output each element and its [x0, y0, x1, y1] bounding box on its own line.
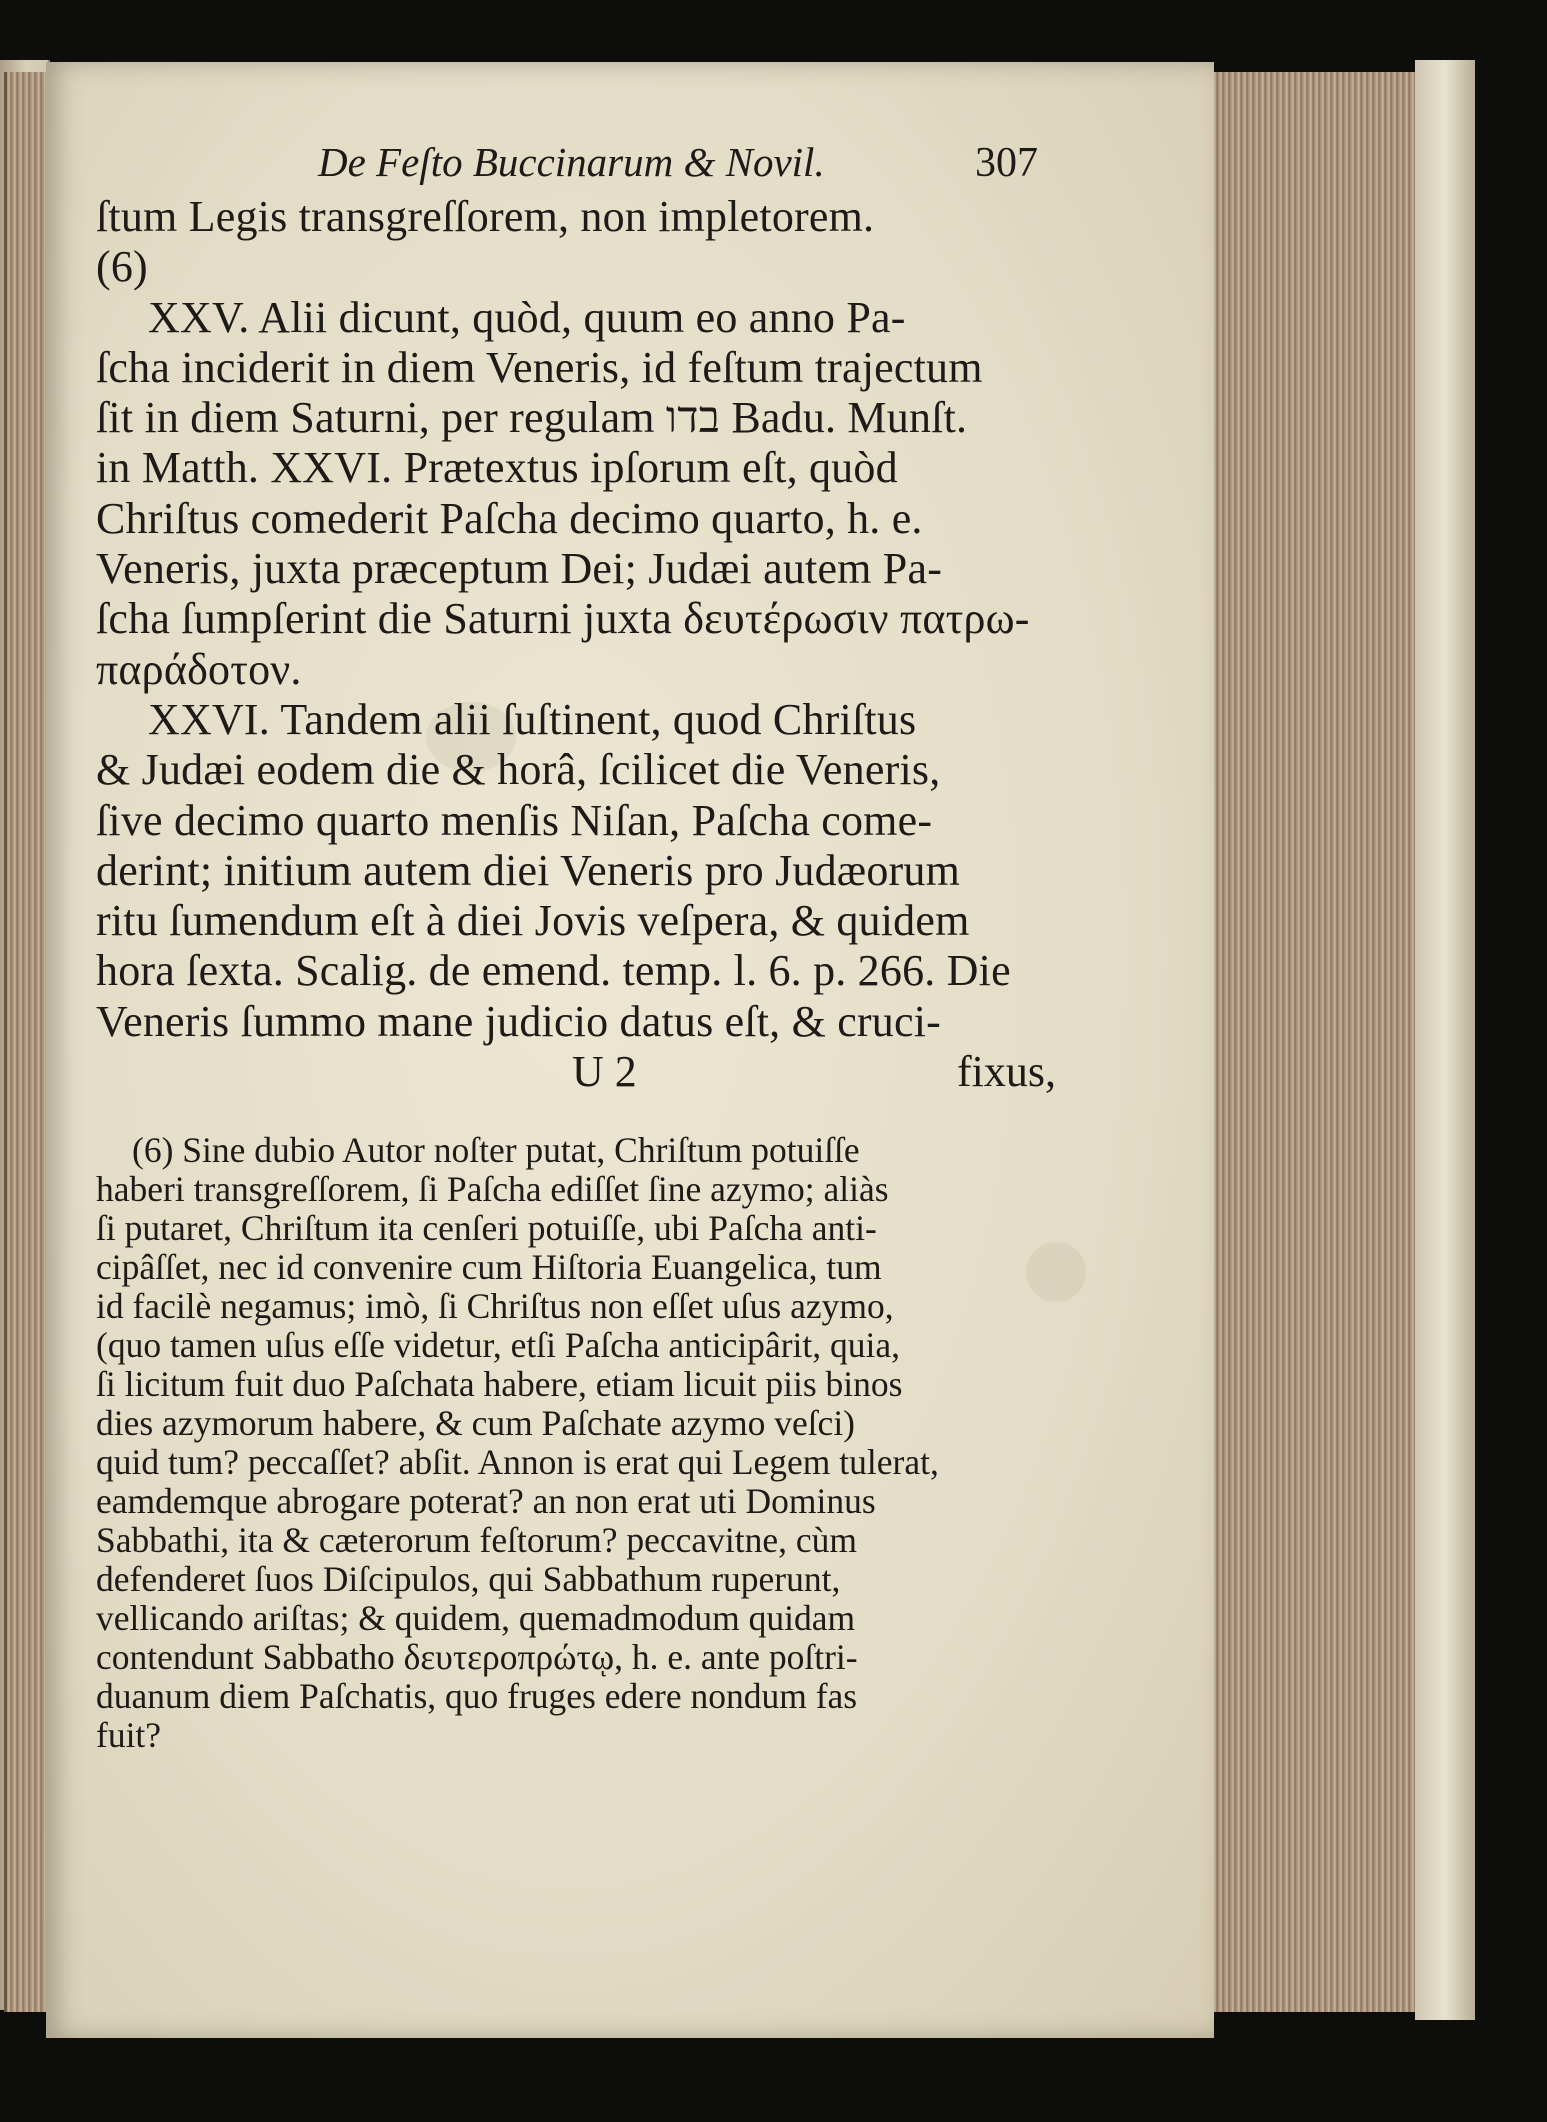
footnote-line: ſi licitum fuit duo Paſchata habere, etiam licuit piis binos	[96, 1364, 903, 1405]
footnote-line: quid tum? peccaſſet? abſit. Annon is erat qui Legem tulerat,	[96, 1442, 939, 1483]
running-header	[96, 138, 1064, 192]
book-cover-edge	[1415, 60, 1475, 2020]
footnote-line: (6) Sine dubio Autor noſter putat, Chriſtum potuiſſe	[132, 1130, 860, 1171]
footnote-line: duanum diem Paſchatis, quo fruges edere nondum fas	[96, 1676, 858, 1717]
page-content	[96, 138, 1064, 1755]
text-line: XXVI. Tandem alii ſuſtinent, quod Chriſtus	[148, 694, 917, 744]
footnote-line: defenderet ſuos Diſcipulos, qui Sabbathum ruperunt,	[96, 1559, 841, 1600]
signature-mark: U 2	[572, 1047, 637, 1097]
running-title: De Feſto Buccinarum & Novil.	[318, 139, 825, 185]
text-line: ritu ſumendum eſt à diei Jovis veſpera, & quidem	[96, 896, 970, 946]
text-line: XXV. Alii dicunt, quòd, quum eo anno Pa-	[148, 292, 906, 342]
footnote-line: id facilè negamus; imò, ſi Chriſtus non eſſet uſus azymo,	[96, 1286, 894, 1327]
text-line: Chriſtus comederit Paſcha decimo quarto, h. e.	[96, 493, 923, 543]
text-line: Veneris ſummo mane judicio datus eſt, & cruci-	[96, 996, 941, 1046]
text-line: ſive decimo quarto menſis Niſan, Paſcha come-	[96, 795, 933, 845]
text-line: in Matth. XXVI. Prætextus ipſorum eſt, quòd	[96, 443, 898, 493]
footnote-line: contendunt Sabbatho δευτεροπρώτῳ, h. e. ante poſtri-	[96, 1637, 858, 1678]
footnote-line: vellicando ariſtas; & quidem, quemadmodum quidam	[96, 1598, 856, 1639]
catchword: fixus,	[957, 1047, 1056, 1097]
text-line: ſtum Legis transgreſſorem, non impletorem.	[96, 192, 875, 241]
footnote-line: haberi transgreſſorem, ſi Paſcha ediſſet ſine azymo; aliàs	[96, 1169, 889, 1210]
footnote-line: dies azymorum habere, & cum Paſchate azymo veſci)	[96, 1403, 856, 1444]
footnote-line: (quo tamen uſus eſſe videtur, etſi Paſcha anticipârit, quia,	[96, 1325, 900, 1366]
page-number: 307	[975, 140, 1038, 186]
main-text	[96, 192, 1064, 1047]
text-line: ſcha inciderit in diem Veneris, id feſtum trajectum	[96, 342, 983, 392]
text-line: hora ſexta. Scalig. de emend. temp. l. 6. p. 266. Die	[96, 946, 1011, 996]
text-line: Veneris, juxta præceptum Dei; Judæi autem Pa-	[96, 544, 943, 594]
footnotes	[96, 1131, 1064, 1755]
text-line: derint; initium autem diei Veneris pro Judæorum	[96, 845, 961, 895]
text-line: ſcha ſumpſerint die Saturni juxta δευτέρωσιν πατρω-	[96, 594, 1030, 644]
footnote-line: fuit?	[96, 1715, 162, 1756]
text-line: παράδοτον.	[96, 644, 302, 694]
text-line: (6)	[96, 242, 148, 292]
text-line: ſit in diem Saturni, per regulam בדו Badu. Munſt.	[96, 393, 968, 443]
text-line: & Judæi eodem die & horâ, ſcilicet die Veneris,	[96, 745, 941, 795]
footnote-line: Sabbathi, ita & cæterorum feſtorum? peccavitne, cùm	[96, 1520, 858, 1561]
signature-line	[96, 1047, 1064, 1097]
footnote-line: ſi putaret, Chriſtum ita cenſeri potuiſſe, ubi Paſcha anti-	[96, 1208, 877, 1249]
footnote-line: eamdemque abrogare poterat? an non erat uti Dominus	[96, 1481, 876, 1522]
footnote-line: cipâſſet, nec id convenire cum Hiſtoria Euangelica, tum	[96, 1247, 882, 1288]
